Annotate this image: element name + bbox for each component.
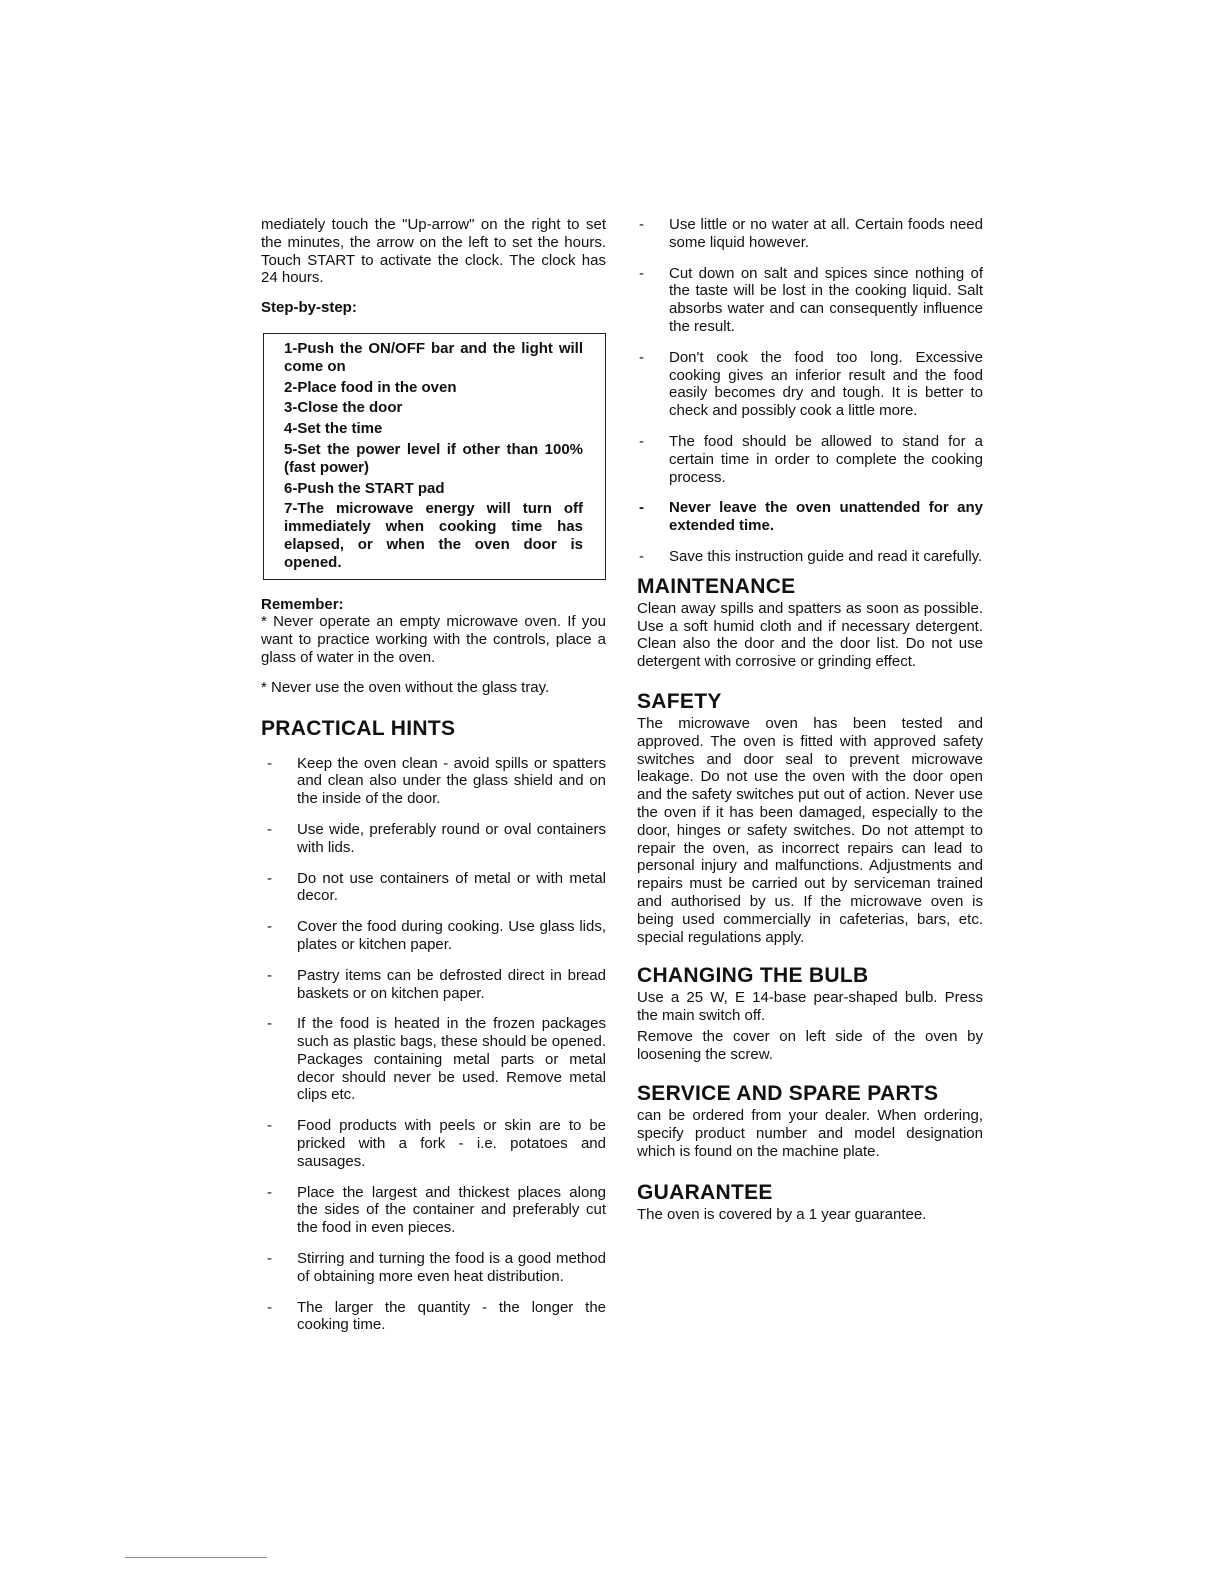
list-item: - Save this instruction guide and read it carefully.: [639, 547, 983, 565]
service-text: can be ordered from your dealer. When ordering, specify product number and model designation which is found on the machine plate.: [637, 1107, 983, 1161]
list-item: - Never leave the oven unattended for any extended time.: [639, 499, 983, 535]
step-item: 1-Push the ON/OFF bar and the light will come on: [284, 339, 583, 375]
list-item: - Place the largest and thickest places along the sides of the container and preferably cut the food in even pieces.: [267, 1183, 606, 1237]
right-column: [637, 216, 983, 1224]
practical-hints-list-continued: [637, 216, 983, 566]
list-item: - Food products with peels or skin are to be pricked with a fork - i.e. potatoes and sausages.: [267, 1117, 606, 1170]
list-item: - Cover the food during cooking. Use glass lids, plates or kitchen paper.: [267, 918, 606, 953]
service-title: SERVICE AND SPARE PARTS: [637, 1082, 939, 1106]
step-item: 7-The microwave energy will turn off immediately when cooking time has elapsed, or when the oven door is opened.: [284, 500, 583, 571]
list-item: - Cut down on salt and spices since nothing of the taste will be lost in the cooking liquid. Salt absorbs water and can consequently influence the result.: [639, 264, 983, 335]
step-by-step-heading: Step-by-step:: [261, 299, 357, 317]
list-item: - Pastry items can be defrosted direct in bread baskets or on kitchen paper.: [267, 966, 606, 1002]
step-by-step-box: [263, 333, 606, 580]
remember-note-1: * Never operate an empty microwave oven. If you want to practice working with the controls, place a glass of water in the oven.: [261, 613, 606, 666]
remember-note-2: * Never use the oven without the glass tray.: [261, 678, 550, 696]
remember-heading: Remember:: [261, 595, 344, 613]
step-item: 3-Close the door: [284, 399, 403, 417]
list-item: - The larger the quantity - the longer the cooking time.: [267, 1298, 606, 1334]
maintenance-title: MAINTENANCE: [637, 574, 796, 598]
practical-hints-list: [261, 755, 606, 1335]
safety-text: The microwave oven has been tested and approved. The oven is fitted with approved safety switches and door seal to prevent microwave leakage. Do not use the oven with the door open and the safety switches put out of action. Never use the oven if it has been damaged, especially to the door, hinges or safety switches. Do not attempt to repair the oven, as incorrect repairs can lead to personal injury and malfunctions. Adjustments and repairs must be carried out by serviceman trained and authorised by us. If the microwave oven is being used commercially in cafeterias, bars, etc. special regulations apply.: [637, 714, 983, 946]
step-item: 5-Set the power level if other than 100% (fast power): [284, 440, 583, 476]
list-item: - Use wide, preferably round or oval containers with lids.: [267, 820, 606, 856]
bulb-text-2: Remove the cover on left side of the oven by loosening the screw.: [637, 1027, 983, 1063]
list-item: - Keep the oven clean - avoid spills or spatters and clean also under the glass shield and on the inside of the door.: [267, 754, 606, 808]
list-item: - Stirring and turning the food is a good method of obtaining more even heat distribution.: [267, 1250, 606, 1285]
step-item: 4-Set the time: [284, 420, 383, 438]
list-item: - The food should be allowed to stand for a certain time in order to complete the cooking process.: [639, 432, 983, 486]
step-item: 6-Push the START pad: [284, 479, 445, 497]
guarantee-text: The oven is covered by a 1 year guarantee.: [637, 1205, 927, 1223]
list-item: - If the food is heated in the frozen packages such as plastic bags, these should be opened. Packages containing metal parts or metal decor should never be used. Remove metal clips etc.: [267, 1015, 606, 1104]
step-item: 2-Place food in the oven: [284, 378, 457, 396]
guarantee-title: GUARANTEE: [637, 1180, 773, 1204]
list-item: - Do not use containers of metal or with metal decor.: [267, 869, 606, 905]
maintenance-text: Clean away spills and spatters as soon as possible. Use a soft humid cloth and if necessary detergent. Clean also the door and the door list. Do not use detergent with corrosive or grinding effect.: [637, 599, 983, 671]
safety-title: SAFETY: [637, 689, 722, 713]
footer-rule: [125, 1557, 267, 1558]
left-column: [261, 216, 606, 1347]
changing-bulb-title: CHANGING THE BULB: [637, 964, 869, 988]
clock-intro-text: mediately touch the "Up-arrow" on the right to set the minutes, the arrow on the left to set the hours. Touch START to activate the clock. The clock has 24 hours.: [261, 216, 606, 287]
list-item: - Don't cook the food too long. Excessive cooking gives an inferior result and the food easily becomes dry and tough. It is better to check and possibly cook a little more.: [639, 348, 983, 420]
bulb-text-1: Use a 25 W, E 14-base pear-shaped bulb. Press the main switch off.: [637, 989, 983, 1025]
list-item: - Use little or no water at all. Certain foods need some liquid however.: [639, 216, 983, 251]
practical-hints-title: PRACTICAL HINTS: [261, 716, 456, 740]
